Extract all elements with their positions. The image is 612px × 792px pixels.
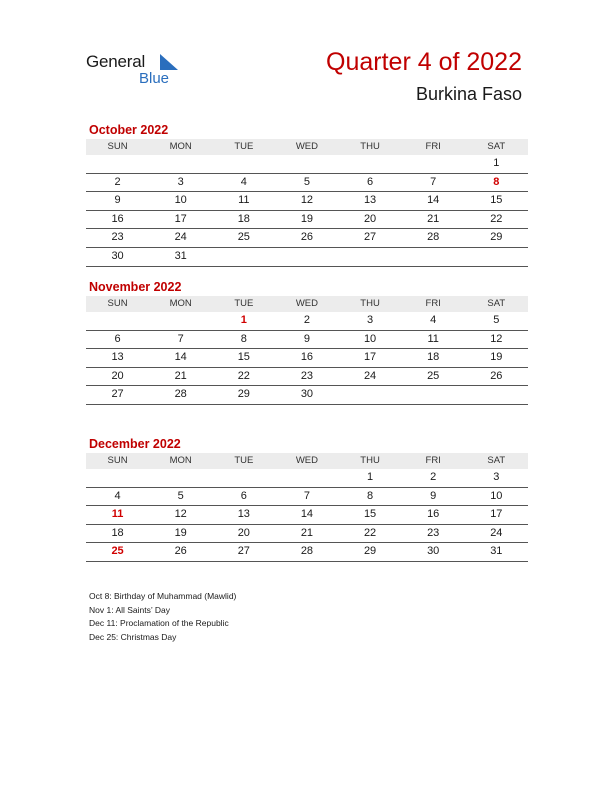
- logo-text-general: General: [86, 52, 146, 71]
- day-cell: [86, 312, 149, 330]
- day-cell: 6: [367, 175, 374, 188]
- page-title: Quarter 4 of 2022: [326, 48, 522, 76]
- day-cell: 10: [490, 489, 503, 502]
- weekday-label: MON: [169, 455, 192, 466]
- day-cell: 12: [174, 508, 187, 521]
- day-cell: [86, 469, 149, 487]
- day-cell: 4: [240, 175, 247, 188]
- day-cell: 16: [111, 212, 124, 225]
- day-cell: 10: [363, 332, 377, 345]
- day-cell: 2: [303, 314, 310, 326]
- holiday-date: 11: [111, 508, 124, 521]
- day-cell: [339, 248, 402, 266]
- day-cell: 24: [174, 231, 187, 244]
- day-cell: [149, 469, 212, 487]
- week-row: [86, 368, 528, 387]
- day-cell: 7: [303, 489, 310, 502]
- day-cell: 23: [111, 231, 124, 244]
- day-cell: 28: [300, 545, 314, 558]
- week-row: [86, 488, 528, 507]
- week-row: [86, 386, 528, 405]
- day-cell: 22: [363, 526, 377, 539]
- day-cell: 1: [367, 471, 374, 483]
- week-row: [86, 469, 528, 488]
- weekday-label: THU: [360, 298, 380, 309]
- week-row: [86, 248, 528, 267]
- day-cell: 26: [300, 231, 314, 244]
- day-cell: 25: [237, 231, 250, 244]
- day-cell: 19: [490, 351, 503, 364]
- weekday-label: SUN: [107, 298, 128, 309]
- day-cell: 6: [240, 489, 247, 502]
- day-cell: 19: [300, 212, 314, 225]
- weekday-label: SUN: [107, 141, 128, 152]
- day-cell: 27: [363, 231, 377, 244]
- day-cell: 15: [490, 194, 503, 207]
- weekday-label: SAT: [487, 141, 506, 152]
- day-cell: 31: [174, 249, 187, 262]
- day-cell: [402, 155, 465, 173]
- weekday-header: [86, 453, 528, 469]
- day-cell: 3: [367, 314, 374, 326]
- week-row: [86, 349, 528, 368]
- day-cell: 3: [177, 175, 184, 188]
- day-cell: 30: [300, 388, 314, 401]
- day-cell: 16: [300, 351, 314, 364]
- weekday-label: THU: [360, 141, 380, 152]
- day-cell: [275, 469, 338, 487]
- month-october: [86, 122, 528, 267]
- day-cell: 22: [490, 212, 503, 225]
- day-cell: 24: [490, 526, 503, 539]
- day-cell: 13: [237, 508, 250, 521]
- day-cell: 23: [427, 526, 440, 539]
- weekday-label: FRI: [425, 141, 441, 152]
- logo-text-blue: Blue: [139, 70, 170, 87]
- day-cell: 11: [427, 332, 439, 345]
- day-cell: [212, 248, 275, 266]
- day-cell: 22: [237, 369, 250, 382]
- day-cell: 14: [427, 194, 440, 207]
- day-cell: 15: [237, 351, 250, 364]
- holiday-note: Nov 1: All Saints’ Day: [89, 604, 170, 615]
- weekday-label: SAT: [487, 455, 506, 466]
- brand-logo: [86, 50, 196, 90]
- week-row: [86, 312, 528, 331]
- day-cell: [212, 155, 275, 173]
- day-cell: 29: [363, 545, 377, 558]
- day-cell: 30: [111, 249, 124, 262]
- day-cell: 25: [427, 369, 440, 382]
- day-cell: 8: [367, 489, 374, 502]
- holiday-notes: [89, 590, 236, 644]
- week-row: [86, 525, 528, 544]
- day-cell: 29: [490, 231, 503, 244]
- holiday-note: Dec 25: Christmas Day: [89, 631, 177, 642]
- day-cell: [149, 312, 212, 330]
- day-cell: 2: [114, 175, 121, 188]
- weekday-label: FRI: [425, 455, 441, 466]
- day-cell: 21: [174, 369, 187, 382]
- day-cell: 14: [300, 508, 314, 521]
- day-cell: [275, 248, 338, 266]
- day-cell: 6: [114, 332, 121, 345]
- weekday-label: SAT: [487, 298, 506, 309]
- holiday-note: Oct 8: Birthday of Muhammad (Mawlid): [89, 591, 237, 601]
- logo-triangle-icon: [160, 54, 178, 70]
- holiday-date: 8: [493, 175, 500, 188]
- weekday-header: [86, 139, 528, 155]
- week-row: [86, 543, 528, 562]
- holiday-note: Dec 11: Proclamation of the Republic: [89, 618, 229, 628]
- weekday-label: WED: [295, 298, 319, 309]
- weekday-label: TUE: [234, 141, 254, 152]
- day-cell: 5: [303, 175, 310, 188]
- day-cell: 7: [430, 175, 437, 188]
- weekday-label: FRI: [425, 298, 441, 309]
- day-cell: 14: [174, 351, 187, 364]
- day-cell: 2: [430, 471, 437, 483]
- week-row: [86, 192, 528, 211]
- day-cell: [212, 469, 275, 487]
- day-cell: 23: [300, 369, 314, 382]
- day-cell: 16: [427, 508, 440, 521]
- day-cell: 31: [490, 545, 503, 558]
- day-cell: [86, 155, 149, 173]
- day-cell: 7: [177, 332, 184, 345]
- day-cell: 28: [427, 231, 440, 244]
- weekday-label: MON: [169, 141, 192, 152]
- day-cell: 27: [237, 545, 250, 558]
- day-cell: 12: [300, 194, 314, 207]
- day-cell: 10: [174, 194, 187, 207]
- holiday-date: 25: [111, 545, 124, 558]
- day-cell: 5: [493, 314, 500, 326]
- weekday-label: MON: [169, 298, 192, 309]
- weekday-label: TUE: [234, 455, 254, 466]
- weekday-label: SUN: [107, 455, 128, 466]
- day-cell: 21: [300, 526, 314, 539]
- month-november: [86, 279, 528, 405]
- weekday-label: WED: [295, 141, 319, 152]
- day-cell: [465, 386, 528, 404]
- day-cell: [339, 386, 402, 404]
- day-cell: 12: [490, 332, 503, 345]
- day-cell: 5: [177, 489, 184, 502]
- day-cell: 13: [363, 194, 377, 207]
- week-row: [86, 174, 528, 193]
- day-cell: 4: [114, 489, 121, 502]
- day-cell: 9: [430, 489, 437, 502]
- month-title: November 2022: [89, 280, 182, 294]
- day-cell: 18: [237, 212, 250, 225]
- day-cell: 17: [363, 351, 377, 364]
- day-cell: 1: [493, 157, 500, 169]
- day-cell: 21: [427, 212, 440, 225]
- day-cell: [402, 386, 465, 404]
- day-cell: 17: [174, 212, 187, 225]
- day-cell: 15: [363, 508, 377, 521]
- day-cell: 27: [111, 388, 124, 401]
- week-row: [86, 211, 528, 230]
- day-cell: 19: [174, 526, 187, 539]
- day-cell: [402, 248, 465, 266]
- month-title: October 2022: [89, 123, 169, 137]
- day-cell: 20: [111, 369, 124, 382]
- month-title: December 2022: [89, 437, 181, 451]
- day-cell: 13: [111, 351, 124, 364]
- day-cell: [465, 248, 528, 266]
- week-row: [86, 331, 528, 350]
- week-row: [86, 155, 528, 174]
- weekday-label: TUE: [234, 298, 254, 309]
- month-december: [86, 436, 528, 562]
- day-cell: 18: [111, 526, 124, 539]
- day-cell: 29: [237, 388, 250, 401]
- day-cell: 20: [363, 212, 377, 225]
- day-cell: 9: [114, 194, 121, 207]
- day-cell: [339, 155, 402, 173]
- weekday-label: THU: [360, 455, 380, 466]
- day-cell: 26: [490, 369, 503, 382]
- weekday-label: WED: [295, 455, 319, 466]
- day-cell: 20: [237, 526, 250, 539]
- day-cell: 30: [427, 545, 440, 558]
- day-cell: 17: [490, 508, 503, 521]
- country-name: Burkina Faso: [415, 84, 522, 104]
- day-cell: 28: [174, 388, 187, 401]
- day-cell: 24: [363, 369, 377, 382]
- day-cell: 8: [240, 332, 247, 345]
- day-cell: 4: [430, 314, 437, 326]
- holiday-date: 1: [240, 314, 247, 326]
- weekday-header: [86, 296, 528, 312]
- day-cell: 3: [493, 471, 500, 483]
- day-cell: 11: [238, 194, 250, 207]
- day-cell: [149, 155, 212, 173]
- day-cell: 9: [303, 332, 310, 345]
- day-cell: [275, 155, 338, 173]
- week-row: [86, 506, 528, 525]
- day-cell: 18: [427, 351, 440, 364]
- day-cell: 26: [174, 545, 187, 558]
- week-row: [86, 229, 528, 248]
